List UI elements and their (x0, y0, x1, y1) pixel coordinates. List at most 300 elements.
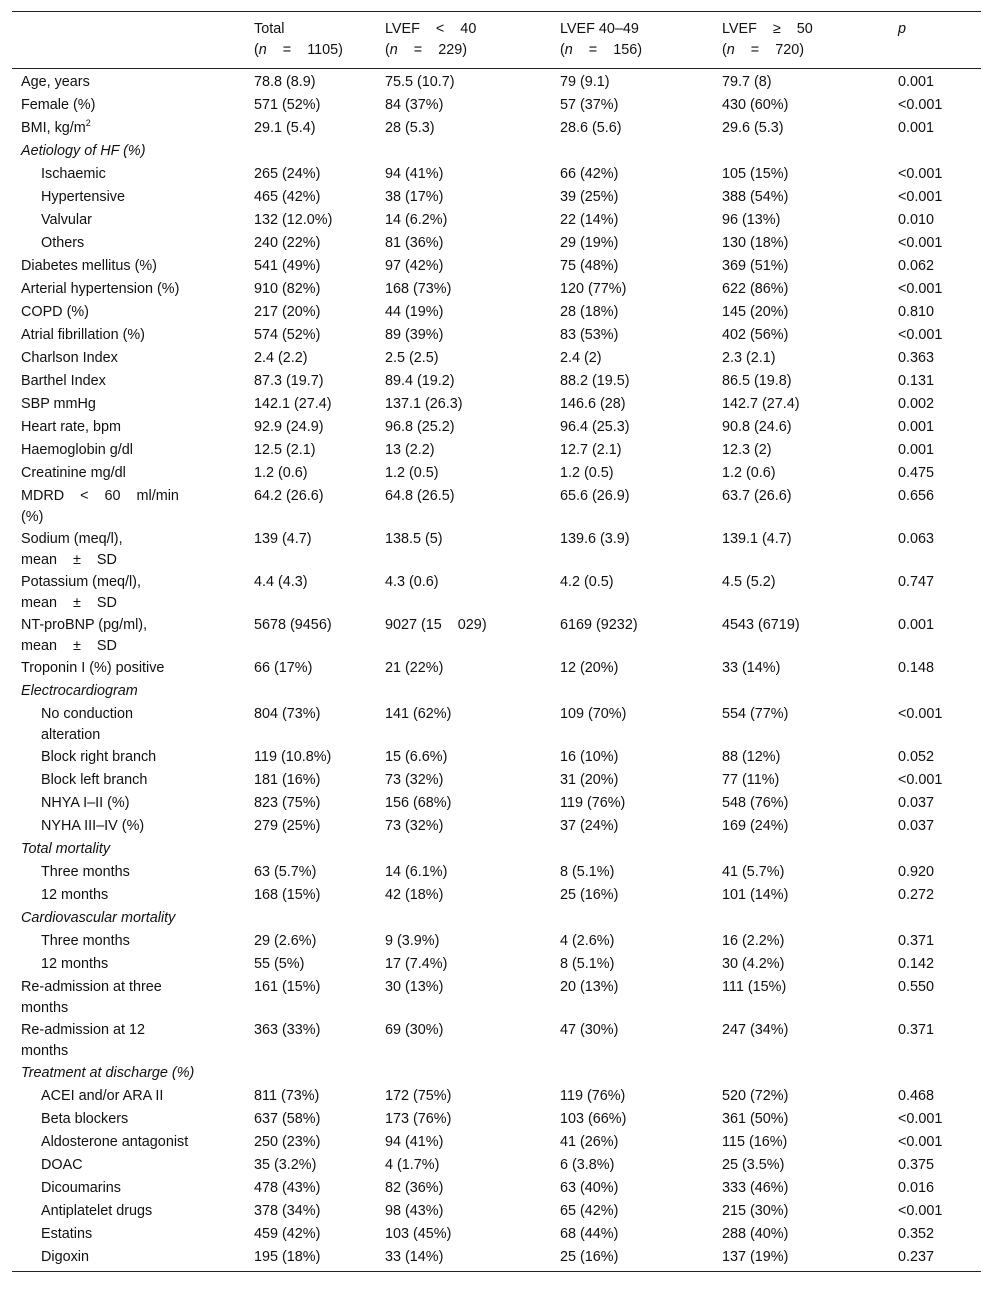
table-row (12, 861, 981, 884)
value-cell: 2.4 (2) (560, 350, 602, 366)
p-value-cell: <0.001 (898, 189, 943, 205)
value-cell: 73 (32%) (385, 818, 444, 834)
value-cell: 9027 (15 029) (385, 617, 487, 633)
value-cell: 29.1 (5.4) (254, 120, 316, 136)
value-cell: 139 (4.7) (254, 531, 312, 547)
row-label: Treatment at discharge (%) (21, 1065, 195, 1081)
value-cell (245, 140, 376, 163)
value-cell (713, 907, 889, 930)
row-label: Sodium (meq/l), mean ± SD (21, 531, 123, 568)
p-value-cell (889, 838, 981, 861)
table-row (12, 746, 981, 769)
value-cell (551, 907, 713, 930)
value-cell: 28 (18%) (560, 304, 619, 320)
row-label: ACEI and/or ARA II (41, 1088, 164, 1104)
value-cell: 115 (16%) (722, 1134, 788, 1150)
row-label: Cardiovascular mortality (21, 910, 176, 926)
value-cell: 92.9 (24.9) (254, 419, 324, 435)
value-cell: 388 (54%) (722, 189, 789, 205)
value-cell: 369 (51%) (722, 258, 789, 274)
row-label: Beta blockers (41, 1111, 129, 1127)
value-cell: 17 (7.4%) (385, 956, 448, 972)
table-row (12, 370, 981, 393)
value-cell: 1.2 (0.6) (254, 465, 308, 481)
value-cell: 910 (82%) (254, 281, 321, 297)
value-cell: 804 (73%) (254, 706, 321, 722)
header-label-column (12, 12, 245, 69)
table-row (12, 703, 981, 746)
value-cell: 12.7 (2.1) (560, 442, 622, 458)
row-label: Aldosterone antagonist (41, 1134, 189, 1150)
p-value-cell: <0.001 (898, 1203, 943, 1219)
p-value-cell: <0.001 (898, 1111, 943, 1127)
value-cell: 28 (5.3) (385, 120, 435, 136)
value-cell: 1.2 (0.5) (560, 465, 614, 481)
value-cell (713, 140, 889, 163)
row-label: Block left branch (41, 772, 148, 788)
value-cell: 333 (46%) (722, 1180, 789, 1196)
value-cell: 65.6 (26.9) (560, 488, 630, 504)
value-cell: 119 (10.8%) (254, 749, 332, 765)
value-cell: 363 (33%) (254, 1022, 321, 1038)
value-cell: 41 (26%) (560, 1134, 619, 1150)
value-cell: 66 (17%) (254, 660, 313, 676)
table-body (12, 69, 981, 1272)
table-row (12, 815, 981, 838)
value-cell: 139.6 (3.9) (560, 531, 630, 547)
value-cell: 105 (15%) (722, 166, 789, 182)
p-value-cell: 0.131 (898, 373, 935, 389)
value-cell: 29 (2.6%) (254, 933, 317, 949)
value-cell: 169 (24%) (722, 818, 789, 834)
value-cell: 16 (10%) (560, 749, 619, 765)
value-cell: 215 (30%) (722, 1203, 789, 1219)
p-value-cell: 0.810 (898, 304, 935, 320)
p-value-cell: 0.063 (898, 531, 935, 547)
row-label: Female (%) (21, 97, 96, 113)
value-cell: 28.6 (5.6) (560, 120, 622, 136)
value-cell: 15 (6.6%) (385, 749, 448, 765)
value-cell: 8 (5.1%) (560, 956, 615, 972)
value-cell: 137 (19%) (722, 1249, 789, 1265)
p-value-cell: <0.001 (898, 327, 943, 343)
p-value-cell: 0.371 (898, 933, 935, 949)
value-cell: 68 (44%) (560, 1226, 619, 1242)
value-cell: 101 (14%) (722, 887, 789, 903)
value-cell: 12.5 (2.1) (254, 442, 316, 458)
section-row (12, 680, 981, 703)
value-cell: 94 (41%) (385, 166, 444, 182)
p-value-cell: 0.002 (898, 396, 935, 412)
value-cell: 64.8 (26.5) (385, 488, 455, 504)
table-row (12, 1177, 981, 1200)
section-row (12, 907, 981, 930)
value-cell (376, 140, 551, 163)
value-cell: 637 (58%) (254, 1111, 321, 1127)
value-cell: 82 (36%) (385, 1180, 444, 1196)
value-cell: 138.5 (5) (385, 531, 443, 547)
value-cell: 574 (52%) (254, 327, 321, 343)
value-cell: 16 (2.2%) (722, 933, 785, 949)
value-cell: 361 (50%) (722, 1111, 789, 1127)
value-cell: 44 (19%) (385, 304, 444, 320)
row-label: Three months (41, 933, 130, 949)
value-cell: 63.7 (26.6) (722, 488, 792, 504)
value-cell: 378 (34%) (254, 1203, 321, 1219)
value-cell: 94 (41%) (385, 1134, 444, 1150)
p-value-cell: 0.010 (898, 212, 935, 228)
row-label: COPD (%) (21, 304, 89, 320)
row-label: Haemoglobin g/dl (21, 442, 133, 458)
p-value-cell: <0.001 (898, 166, 943, 182)
value-cell: 86.5 (19.8) (722, 373, 792, 389)
row-label: Three months (41, 864, 130, 880)
row-label: Atrial fibrillation (%) (21, 327, 145, 343)
row-label: NHYA I–II (%) (41, 795, 130, 811)
value-cell: 156 (68%) (385, 795, 452, 811)
value-cell: 29 (19%) (560, 235, 619, 251)
value-cell: 2.5 (2.5) (385, 350, 439, 366)
p-value-cell: 0.062 (898, 258, 935, 274)
table-row (12, 439, 981, 462)
value-cell: 402 (56%) (722, 327, 789, 343)
value-cell: 63 (40%) (560, 1180, 619, 1196)
value-cell: 195 (18%) (254, 1249, 321, 1265)
table-row (12, 1246, 981, 1272)
value-cell (376, 907, 551, 930)
value-cell (376, 680, 551, 703)
table-row (12, 186, 981, 209)
value-cell: 139.1 (4.7) (722, 531, 792, 547)
section-row (12, 140, 981, 163)
value-cell: 21 (22%) (385, 660, 444, 676)
table-row (12, 930, 981, 953)
value-cell: 96.4 (25.3) (560, 419, 630, 435)
value-cell (551, 680, 713, 703)
table-row (12, 232, 981, 255)
value-cell: 622 (86%) (722, 281, 789, 297)
value-cell: 88.2 (19.5) (560, 373, 630, 389)
value-cell: 250 (23%) (254, 1134, 321, 1150)
table-row (12, 1131, 981, 1154)
row-label: NYHA III–IV (%) (41, 818, 145, 834)
value-cell: 73 (32%) (385, 772, 444, 788)
section-row (12, 1062, 981, 1085)
table-row (12, 1085, 981, 1108)
value-cell: 6 (3.8%) (560, 1157, 615, 1173)
table-row (12, 769, 981, 792)
value-cell: 145 (20%) (722, 304, 789, 320)
value-cell: 173 (76%) (385, 1111, 452, 1127)
value-cell: 1.2 (0.5) (385, 465, 439, 481)
baseline-characteristics-table (12, 11, 981, 1272)
value-cell: 55 (5%) (254, 956, 305, 972)
value-cell: 77 (11%) (722, 772, 780, 788)
p-value-cell: 0.550 (898, 979, 935, 995)
value-cell: 109 (70%) (560, 706, 627, 722)
value-cell: 5678 (9456) (254, 617, 332, 633)
value-cell: 6169 (9232) (560, 617, 638, 633)
p-value-cell: <0.001 (898, 281, 943, 297)
table-row (12, 301, 981, 324)
p-value-cell: <0.001 (898, 97, 943, 113)
row-label: SBP mmHg (21, 396, 96, 412)
p-value-cell: 0.371 (898, 1022, 935, 1038)
value-cell: 25 (3.5%) (722, 1157, 785, 1173)
value-cell: 520 (72%) (722, 1088, 789, 1104)
value-cell (245, 907, 376, 930)
table-row (12, 393, 981, 416)
row-label: No conduction alteration (41, 706, 134, 743)
value-cell: 75 (48%) (560, 258, 619, 274)
p-value-cell: 0.148 (898, 660, 935, 676)
table-row (12, 1108, 981, 1131)
value-cell: 30 (4.2%) (722, 956, 785, 972)
value-cell: 79 (9.1) (560, 74, 610, 90)
value-cell: 142.7 (27.4) (722, 396, 800, 412)
value-cell: 4.2 (0.5) (560, 574, 614, 590)
header-p-value: p (889, 12, 981, 69)
row-label: Ischaemic (41, 166, 106, 182)
value-cell: 14 (6.1%) (385, 864, 448, 880)
value-cell: 88 (12%) (722, 749, 781, 765)
row-label: Arterial hypertension (%) (21, 281, 180, 297)
value-cell: 168 (73%) (385, 281, 452, 297)
table-header (12, 12, 981, 69)
row-label: Diabetes mellitus (%) (21, 258, 157, 274)
value-cell: 25 (16%) (560, 887, 619, 903)
row-label: Potassium (meq/l), mean ± SD (21, 574, 141, 611)
value-cell: 97 (42%) (385, 258, 444, 274)
table-row (12, 69, 981, 95)
value-cell: 47 (30%) (560, 1022, 619, 1038)
table-row (12, 255, 981, 278)
p-value-cell: 0.375 (898, 1157, 935, 1173)
value-cell: 12 (20%) (560, 660, 619, 676)
table-row (12, 614, 981, 657)
table-row (12, 571, 981, 614)
value-cell: 465 (42%) (254, 189, 321, 205)
value-cell: 9 (3.9%) (385, 933, 440, 949)
table-row (12, 209, 981, 232)
value-cell (245, 680, 376, 703)
value-cell: 41 (5.7%) (722, 864, 785, 880)
value-cell: 265 (24%) (254, 166, 321, 182)
value-cell: 103 (45%) (385, 1226, 452, 1242)
value-cell (551, 1062, 713, 1085)
row-label: Block right branch (41, 749, 157, 765)
p-value-cell (889, 140, 981, 163)
value-cell: 279 (25%) (254, 818, 321, 834)
header-lvef-40-49: LVEF 40–49 (n = 156) (551, 12, 713, 69)
table-row (12, 884, 981, 907)
header-lvef-lt40: LVEF < 40 (n = 229) (376, 12, 551, 69)
value-cell: 161 (15%) (254, 979, 321, 995)
value-cell: 4543 (6719) (722, 617, 800, 633)
value-cell: 548 (76%) (722, 795, 789, 811)
p-value-cell: 0.016 (898, 1180, 935, 1196)
value-cell: 57 (37%) (560, 97, 619, 113)
value-cell: 84 (37%) (385, 97, 444, 113)
value-cell: 4 (2.6%) (560, 933, 615, 949)
row-label: Creatinine mg/dl (21, 465, 126, 481)
p-value-cell: <0.001 (898, 772, 943, 788)
header-total: Total (n = 1105) (245, 12, 376, 69)
value-cell: 20 (13%) (560, 979, 619, 995)
value-cell: 571 (52%) (254, 97, 321, 113)
value-cell: 541 (49%) (254, 258, 321, 274)
value-cell: 22 (14%) (560, 212, 619, 228)
value-cell: 217 (20%) (254, 304, 321, 320)
p-value-cell: <0.001 (898, 1134, 943, 1150)
value-cell (245, 838, 376, 861)
value-cell: 811 (73%) (254, 1088, 320, 1104)
value-cell (376, 1062, 551, 1085)
value-cell: 81 (36%) (385, 235, 444, 251)
value-cell: 87.3 (19.7) (254, 373, 324, 389)
value-cell: 478 (43%) (254, 1180, 321, 1196)
table-row (12, 324, 981, 347)
value-cell: 33 (14%) (385, 1249, 444, 1265)
value-cell: 12.3 (2) (722, 442, 772, 458)
value-cell: 96 (13%) (722, 212, 781, 228)
value-cell: 4 (1.7%) (385, 1157, 440, 1173)
table-row (12, 462, 981, 485)
p-value-cell: 0.001 (898, 120, 935, 136)
value-cell: 103 (66%) (560, 1111, 627, 1127)
p-value-cell: 0.272 (898, 887, 935, 903)
value-cell: 4.3 (0.6) (385, 574, 439, 590)
table-row (12, 485, 981, 528)
value-cell: 90.8 (24.6) (722, 419, 792, 435)
table-row (12, 416, 981, 439)
section-row (12, 838, 981, 861)
value-cell: 554 (77%) (722, 706, 789, 722)
value-cell (713, 680, 889, 703)
table-row (12, 1154, 981, 1177)
value-cell: 35 (3.2%) (254, 1157, 317, 1173)
row-label: Estatins (41, 1226, 93, 1242)
header-lvef-ge50: LVEF ≥ 50 (n = 720) (713, 12, 889, 69)
row-label: Heart rate, bpm (21, 419, 121, 435)
row-label: Dicoumarins (41, 1180, 121, 1196)
value-cell: 30 (13%) (385, 979, 444, 995)
p-value-cell: 0.037 (898, 818, 935, 834)
value-cell: 430 (60%) (722, 97, 789, 113)
row-label: 12 months (41, 956, 109, 972)
row-label: Troponin I (%) positive (21, 660, 165, 676)
header-row (12, 12, 981, 69)
value-cell: 247 (34%) (722, 1022, 789, 1038)
row-label: NT-proBNP (pg/ml), mean ± SD (21, 617, 148, 654)
value-cell: 79.7 (8) (722, 74, 772, 90)
value-cell: 37 (24%) (560, 818, 619, 834)
value-cell: 25 (16%) (560, 1249, 619, 1265)
value-cell: 142.1 (27.4) (254, 396, 332, 412)
value-cell: 2.4 (2.2) (254, 350, 308, 366)
row-label: Aetiology of HF (%) (21, 143, 146, 159)
value-cell: 13 (2.2) (385, 442, 435, 458)
value-cell (551, 140, 713, 163)
value-cell: 4.5 (5.2) (722, 574, 776, 590)
table-row (12, 347, 981, 370)
table-row (12, 792, 981, 815)
value-cell: 98 (43%) (385, 1203, 444, 1219)
value-cell: 132 (12.0%) (254, 212, 333, 228)
table-row (12, 94, 981, 117)
p-value-cell: 0.052 (898, 749, 935, 765)
table-row (12, 976, 981, 1019)
value-cell: 14 (6.2%) (385, 212, 448, 228)
p-value-cell: 0.001 (898, 74, 935, 90)
p-value-cell: <0.001 (898, 706, 943, 722)
value-cell (713, 838, 889, 861)
value-cell: 38 (17%) (385, 189, 444, 205)
value-cell: 39 (25%) (560, 189, 619, 205)
p-value-cell: 0.747 (898, 574, 935, 590)
table-row (12, 1223, 981, 1246)
p-value-cell: 0.001 (898, 419, 935, 435)
table-row (12, 1200, 981, 1223)
p-value-cell: 0.920 (898, 864, 935, 880)
value-cell: 459 (42%) (254, 1226, 321, 1242)
value-cell: 172 (75%) (385, 1088, 452, 1104)
value-cell: 89 (39%) (385, 327, 444, 343)
row-label: MDRD < 60 ml/min (%) (21, 488, 179, 525)
p-value-cell: 0.001 (898, 442, 935, 458)
p-value-cell: 0.037 (898, 795, 935, 811)
table-row (12, 1019, 981, 1062)
value-cell: 63 (5.7%) (254, 864, 317, 880)
value-cell (551, 838, 713, 861)
value-cell: 66 (42%) (560, 166, 619, 182)
p-value-cell (889, 907, 981, 930)
table-row (12, 163, 981, 186)
value-cell: 33 (14%) (722, 660, 781, 676)
value-cell: 119 (76%) (560, 795, 626, 811)
value-cell: 65 (42%) (560, 1203, 619, 1219)
table-row (12, 117, 981, 140)
value-cell: 240 (22%) (254, 235, 321, 251)
p-value-cell: 0.363 (898, 350, 935, 366)
value-cell: 8 (5.1%) (560, 864, 615, 880)
value-cell: 146.6 (28) (560, 396, 626, 412)
p-value-cell: <0.001 (898, 235, 943, 251)
value-cell: 181 (16%) (254, 772, 321, 788)
row-label: 12 months (41, 887, 109, 903)
row-label: DOAC (41, 1157, 83, 1173)
row-label: Hypertensive (41, 189, 125, 205)
p-value-cell: 0.468 (898, 1088, 935, 1104)
row-label: Valvular (41, 212, 92, 228)
value-cell: 137.1 (26.3) (385, 396, 463, 412)
value-cell: 69 (30%) (385, 1022, 444, 1038)
value-cell: 2.3 (2.1) (722, 350, 776, 366)
p-value-cell: 0.001 (898, 617, 935, 633)
row-label: Electrocardiogram (21, 683, 138, 699)
p-value-cell (889, 1062, 981, 1085)
row-label: Antiplatelet drugs (41, 1203, 153, 1219)
value-cell: 83 (53%) (560, 327, 619, 343)
value-cell: 1.2 (0.6) (722, 465, 776, 481)
row-label: Age, years (21, 74, 90, 90)
value-cell: 111 (15%) (722, 979, 787, 995)
p-value-cell: 0.656 (898, 488, 935, 504)
value-cell: 31 (20%) (560, 772, 619, 788)
value-cell: 29.6 (5.3) (722, 120, 784, 136)
row-label: Total mortality (21, 841, 111, 857)
value-cell: 42 (18%) (385, 887, 444, 903)
